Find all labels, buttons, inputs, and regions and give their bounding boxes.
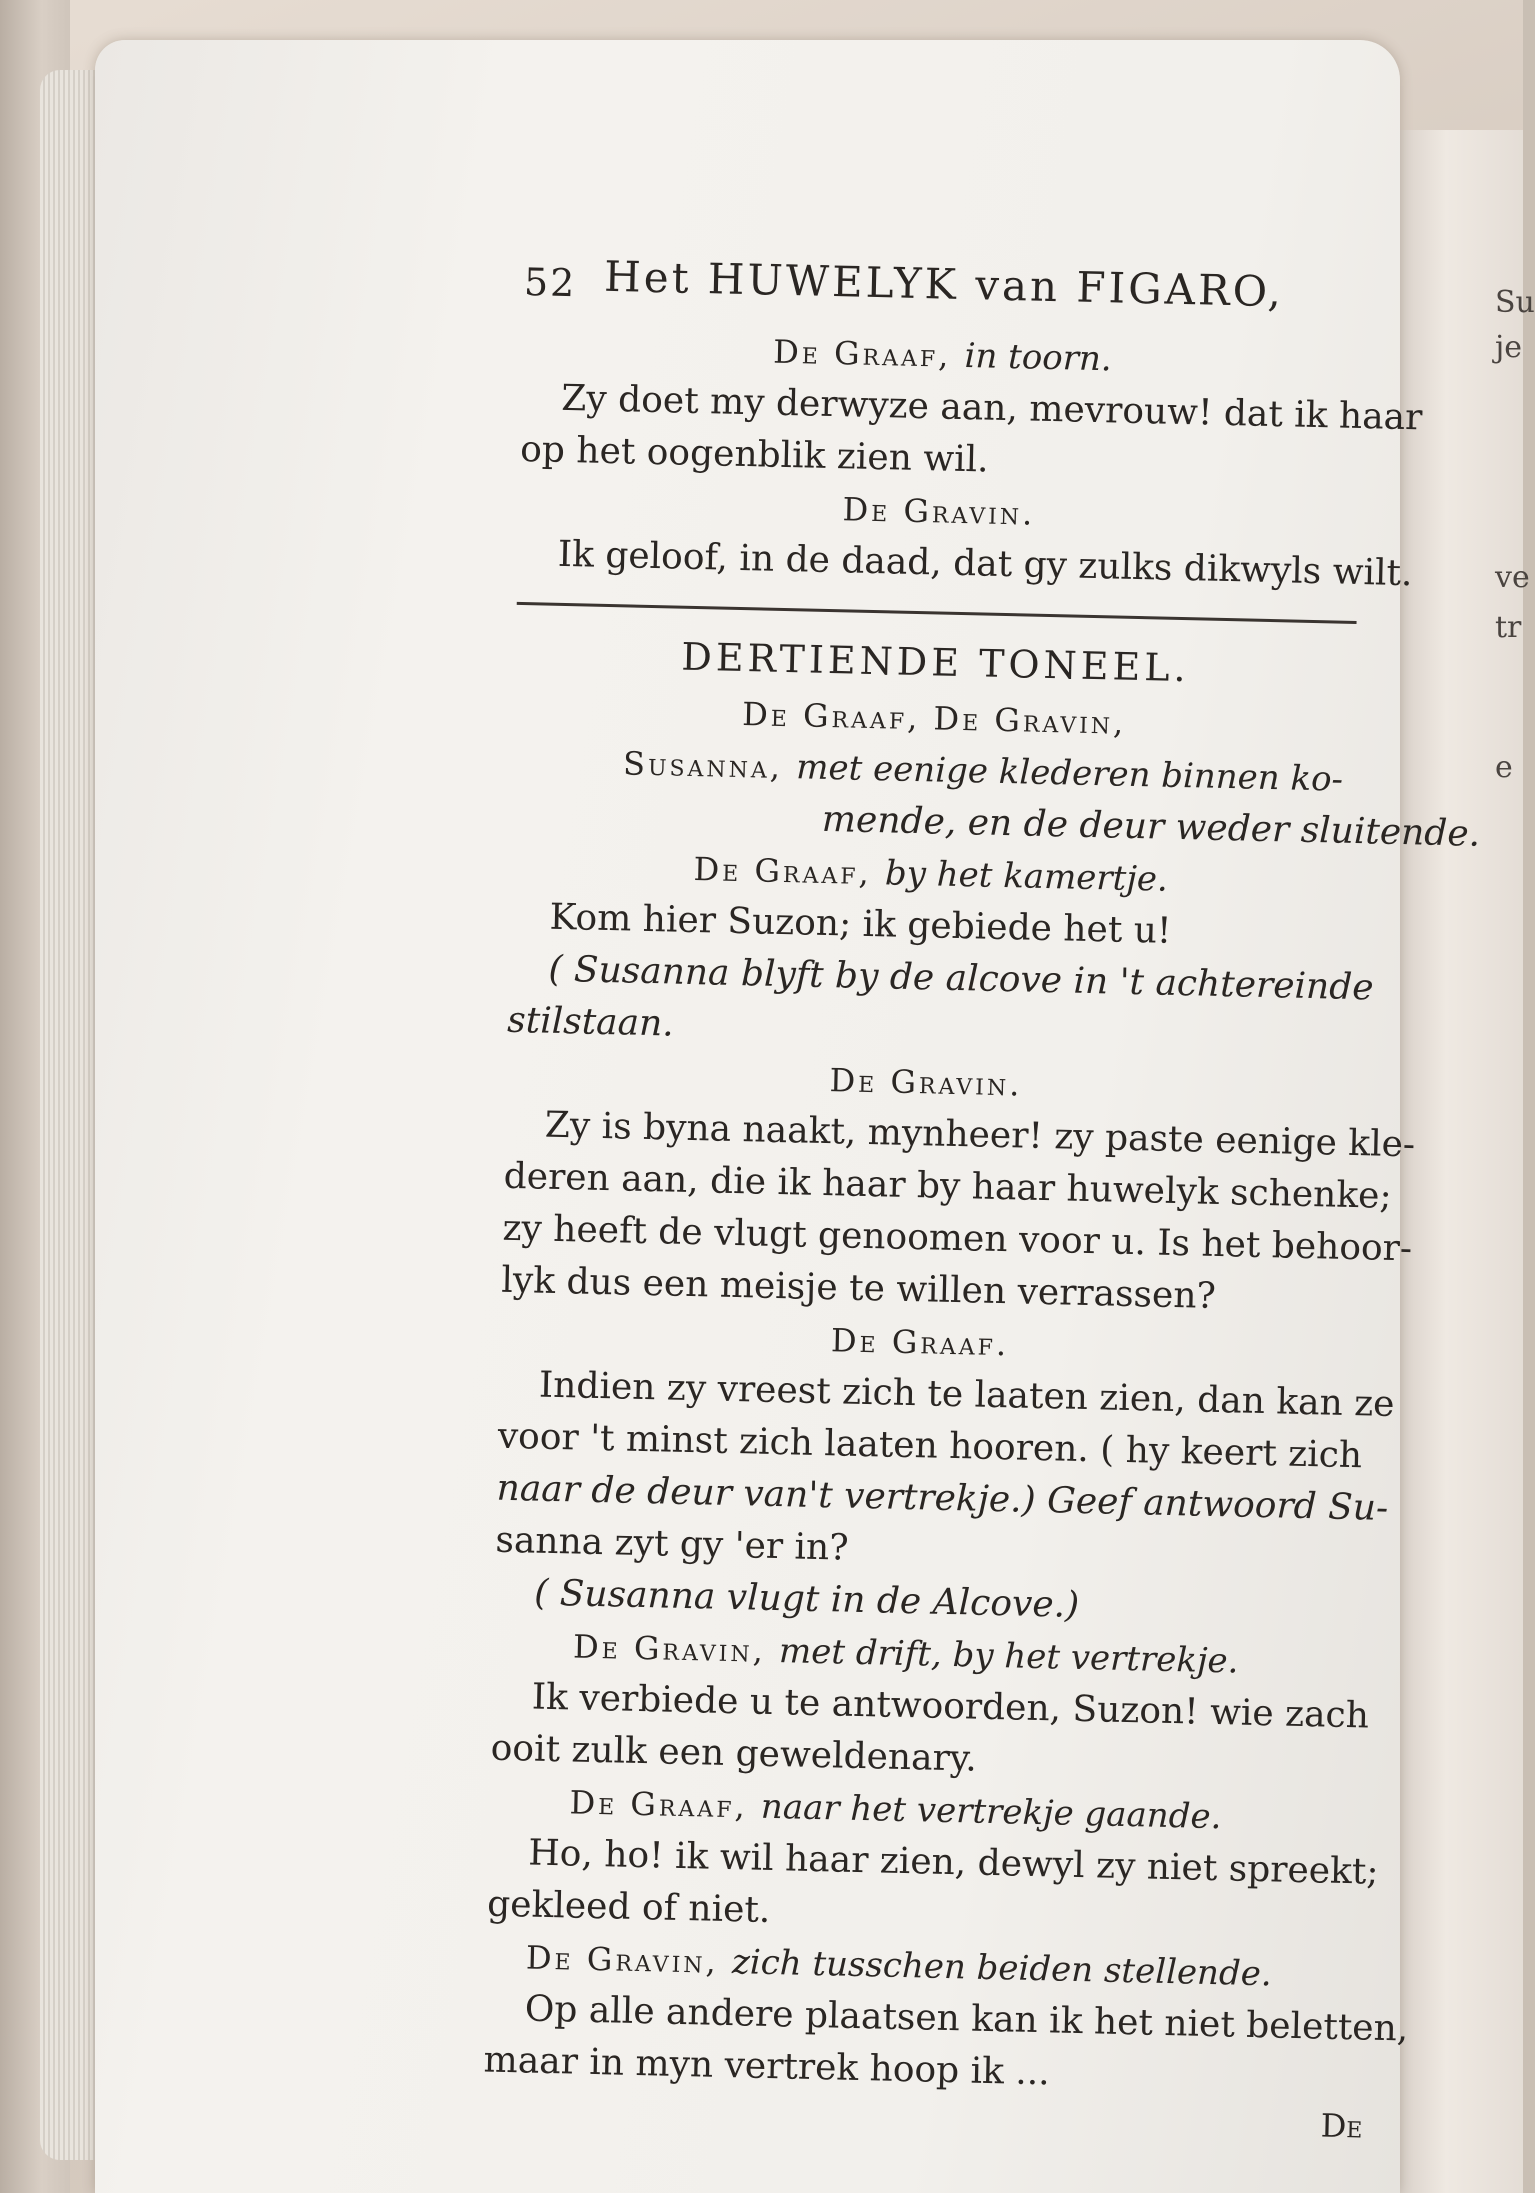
catchword: De: [1320, 2106, 1363, 2146]
scene-divider: [517, 602, 1357, 624]
speaker-name: De Graaf.: [830, 1321, 1010, 1364]
stage-direction: ( Susanna vlugt in de Alcove.): [533, 1572, 1080, 1626]
facing-page-fragment: je: [1495, 330, 1523, 365]
dialogue-line: Zy is byna naakt, mynheer! zy paste eenige kle-: [544, 1104, 1416, 1166]
dialogue-line: ooit zulk een geweldenary.: [490, 1727, 978, 1780]
speaker-name: De Gravin.: [829, 1061, 1023, 1104]
dialogue-line: maar in myn vertrek hoop ik ...: [483, 2039, 1051, 2094]
stage-direction: naar het vertrekje gaande.: [760, 1786, 1222, 1838]
dialogue-line: deren aan, die ik haar by haar huwelyk schenke;: [503, 1155, 1393, 1217]
dialogue-line: Ik geloof, in de daad, dat gy zulks dikwyls wilt.: [557, 533, 1413, 595]
stage-direction: stilstaan.: [506, 999, 675, 1045]
stage-direction: zich tusschen beiden stellende.: [731, 1942, 1273, 1995]
dialogue-line: voor 't minst zich laaten hooren. ( hy keert zich: [497, 1415, 1363, 1477]
page-number: 52: [523, 259, 577, 306]
dialogue-line: sanna zyt gy 'er in?: [495, 1519, 849, 1569]
stage-direction: by het kamertje.: [884, 853, 1169, 900]
text-block: [482, 240, 1505, 2149]
dialogue-line: Zy doet my derwyze aan, mevrouw! dat ik haar: [560, 377, 1423, 439]
dialogue-line: Ik verbiede u te antwoorden, Suzon! wie zach: [531, 1676, 1370, 1737]
facing-page-fragment: tr: [1495, 610, 1522, 645]
scene-cast: De Graaf, De Gravin,: [741, 695, 1127, 742]
speaker-name: Susanna,: [622, 744, 784, 786]
stage-direction: mende, en de deur weder sluitende.: [821, 798, 1481, 855]
dialogue-line: naar de deur van't vertrekje.) Geef antwoord Su-: [496, 1467, 1389, 1529]
stage-direction: ( Susanna blyft by de alcove in 't achtereinde: [547, 948, 1375, 1009]
speaker-name: De Graaf,: [693, 849, 873, 893]
facing-page-fragment: e: [1495, 750, 1513, 785]
stage-direction: met eenige klederen binnen ko-: [795, 747, 1344, 800]
dialogue-line: Kom hier Suzon; ik gebiede het u!: [549, 896, 1172, 952]
dialogue-line: Ho, ho! ik wil haar zien, dewyl zy niet spreekt;: [527, 1832, 1379, 1893]
dialogue-line: lyk dus een meisje te willen verrassen?: [500, 1259, 1217, 1317]
speaker-name: De Gravin,: [525, 1938, 720, 1981]
speaker-name: De Graaf,: [569, 1783, 749, 1826]
running-title: Het HUWELYK van FIGARO,: [603, 251, 1285, 317]
facing-page-fragment: ve: [1495, 560, 1530, 595]
speaker-name: De Graaf,: [772, 332, 952, 375]
book-page: [95, 40, 1481, 2193]
stage-direction: in toorn.: [964, 336, 1113, 380]
facing-page-fragment: Su: [1495, 285, 1535, 320]
speaker-name: De Gravin,: [572, 1627, 767, 1670]
scene-title: DERTIENDE TONEEL.: [680, 634, 1191, 691]
stage-direction: met drift, by het vertrekje.: [778, 1631, 1239, 1682]
dialogue-line: Indien zy vreest zich te laaten zien, dan kan ze: [538, 1364, 1395, 1426]
dialogue-line: gekleed of niet.: [486, 1883, 771, 1931]
speaker-name: De Gravin.: [842, 490, 1036, 533]
dialogue-line: op het oogenblik zien wil.: [519, 428, 990, 481]
dialogue-line: zy heeft de vlugt genoomen voor u. Is het behoor-: [502, 1207, 1413, 1270]
dialogue-line: Op alle andere plaatsen kan ik het niet beletten,: [524, 1988, 1409, 2050]
